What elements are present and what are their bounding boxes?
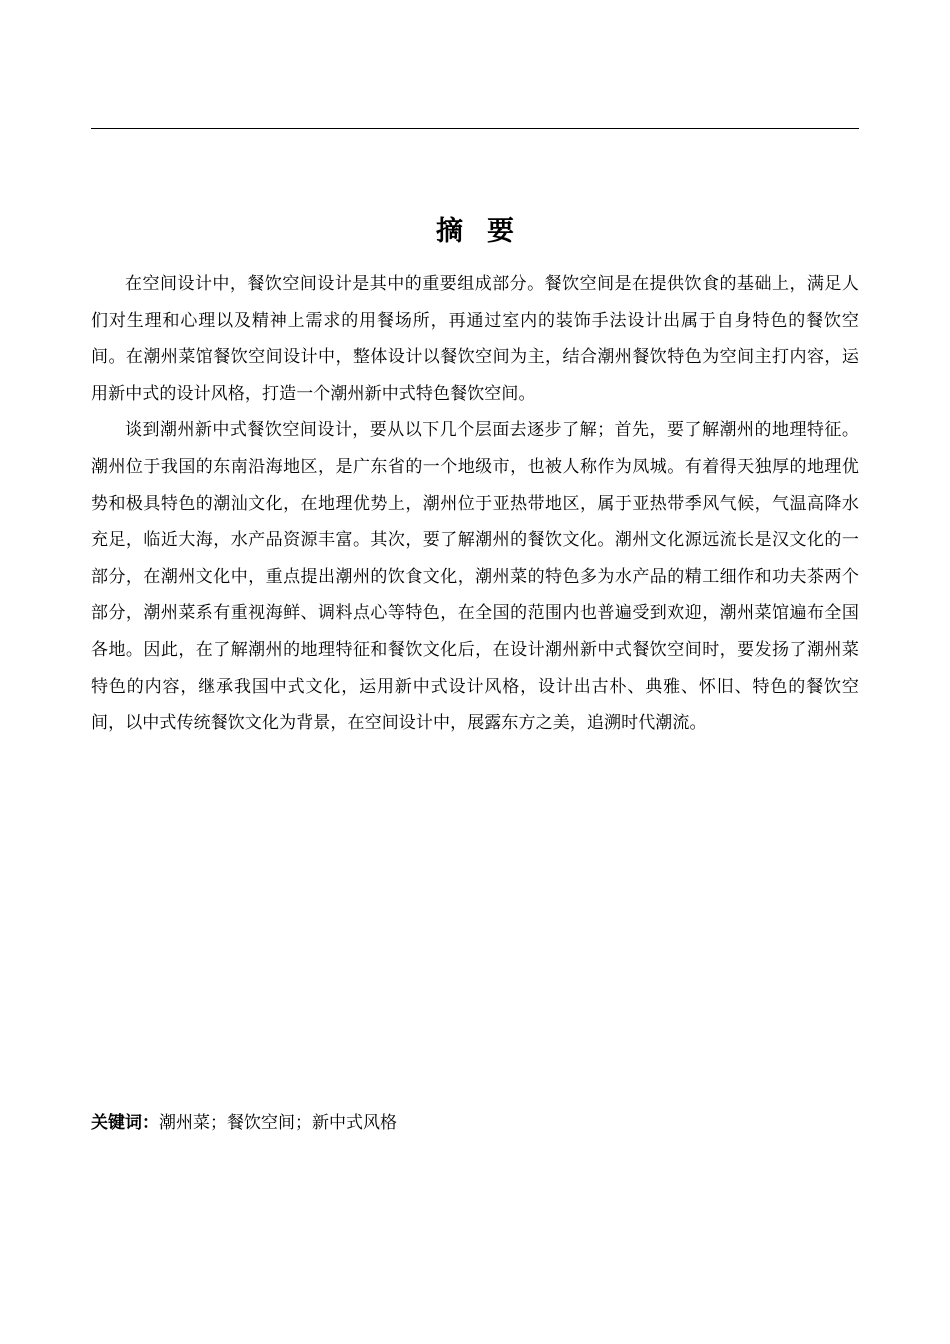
abstract-title: 摘要 [436,216,538,247]
keywords-line [91,1108,859,1138]
abstract-paragraph-1: 在空间设计中，餐饮空间设计是其中的重要组成部分。餐饮空间是在提供饮食的基础上，满足人们对生理和心理以及精神上需求的用餐场所，再通过室内的装饰手法设计出属于自身特色的餐饮空间。在潮州菜馆餐饮空间设计中，整体设计以餐饮空间为主，结合潮州餐饮特色为空间主打内容，运用新中式的设计风格，打造一个潮州新中式特色餐饮空间。 [91,274,859,404]
keywords-label: 关键词： [91,1113,159,1133]
keywords-text: 潮州菜；餐饮空间；新中式风格 [159,1113,397,1133]
abstract-paragraph-2: 谈到潮州新中式餐饮空间设计，要从以下几个层面去逐步了解；首先，要了解潮州的地理特征。潮州位于我国的东南沿海地区，是广东省的一个地级市，也被人称作为凤城。有着得天独厚的地理优势和极具特色的潮汕文化，在地理优势上，潮州位于亚热带地区，属于亚热带季风气候，气温高降水充足，临近大海，水产品资源丰富。其次，要了解潮州的餐饮文化。潮州文化源远流长是汉文化的一部分，在潮州文化中，重点提出潮州的饮食文化，潮州菜的特色多为水产品的精工细作和功夫茶两个部分，潮州菜系有重视海鲜、调料点心等特色，在全国的范围内也普遍受到欢迎，潮州菜馆遍布全国各地。因此，在了解潮州的地理特征和餐饮文化后，在设计潮州新中式餐饮空间时，要发扬了潮州菜特色的内容，继承我国中式文化，运用新中式设计风格，设计出古朴、典雅、怀旧、特色的餐饮空间，以中式传统餐饮文化为背景，在空间设计中，展露东方之美，追溯时代潮流。 [91,420,859,734]
abstract-body [91,266,859,742]
header-rule [91,128,859,129]
